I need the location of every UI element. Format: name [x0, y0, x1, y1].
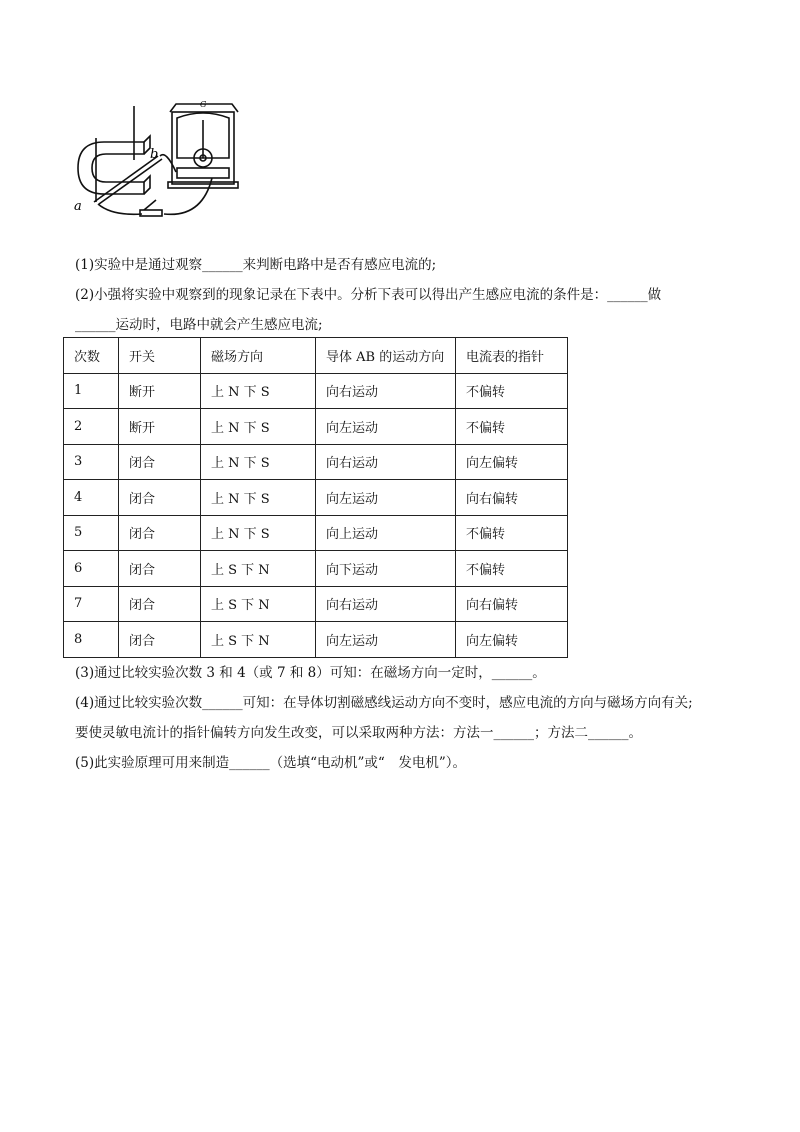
- table-cell: 向左偏转: [456, 444, 568, 480]
- table-cell: 向右运动: [316, 586, 456, 622]
- table-cell: 断开: [119, 409, 201, 445]
- table-cell: 闭合: [119, 622, 201, 658]
- experiment-apparatus-figure: [72, 98, 262, 220]
- table-cell: 向右运动: [316, 373, 456, 409]
- table-cell: 向右运动: [316, 444, 456, 480]
- figure-label-g: G: [200, 100, 207, 109]
- table-header-row: [64, 338, 568, 374]
- table-cell: 上 N 下 S: [201, 444, 316, 480]
- table-cell: 上 S 下 N: [201, 622, 316, 658]
- table-cell: 1: [64, 373, 119, 409]
- table-row: [64, 480, 568, 516]
- table-cell: 向上运动: [316, 515, 456, 551]
- table-cell: 断开: [119, 373, 201, 409]
- table-cell: 向左运动: [316, 622, 456, 658]
- table-cell: 闭合: [119, 586, 201, 622]
- figure-label-a: a: [74, 199, 82, 214]
- table-cell: 向左运动: [316, 409, 456, 445]
- table-row: [64, 586, 568, 622]
- table-cell: 不偏转: [456, 409, 568, 445]
- experiment-results-table: [63, 337, 568, 658]
- table-cell: 向右偏转: [456, 586, 568, 622]
- table-cell: 不偏转: [456, 551, 568, 587]
- table-cell: 向右偏转: [456, 480, 568, 516]
- table-cell: 闭合: [119, 480, 201, 516]
- question-3: (3)通过比较实验次数 3 和 4（或 7 和 8）可知：在磁场方向一定时，______。: [75, 665, 546, 681]
- table-cell: 不偏转: [456, 515, 568, 551]
- table-cell: 不偏转: [456, 373, 568, 409]
- table-cell: 上 S 下 N: [201, 586, 316, 622]
- table-cell: 闭合: [119, 551, 201, 587]
- table-cell: 向左运动: [316, 480, 456, 516]
- table-cell: 4: [64, 480, 119, 516]
- figure-label-b: b: [150, 147, 159, 162]
- table-row: [64, 551, 568, 587]
- table-cell: 向左偏转: [456, 622, 568, 658]
- table-cell: 闭合: [119, 444, 201, 480]
- question-4-line-2: 要使灵敏电流计的指针偏转方向发生改变，可以采取两种方法：方法一______；方法二______。: [75, 725, 642, 741]
- header-cell: 磁场方向: [201, 338, 316, 374]
- header-cell: 电流表的指针: [456, 338, 568, 374]
- table-cell: 向下运动: [316, 551, 456, 587]
- table-cell: 上 S 下 N: [201, 551, 316, 587]
- table-row: [64, 373, 568, 409]
- question-4-line-1: (4)通过比较实验次数______可知：在导体切割磁感线运动方向不变时，感应电流的方向与磁场方向有关;: [75, 695, 693, 711]
- table-cell: 7: [64, 586, 119, 622]
- table-row: [64, 444, 568, 480]
- table-cell: 8: [64, 622, 119, 658]
- table-row: [64, 409, 568, 445]
- question-5: (5)此实验原理可用来制造______（选填“电动机”或“ 发电机”）。: [75, 755, 466, 771]
- table-cell: 上 N 下 S: [201, 480, 316, 516]
- table-cell: 2: [64, 409, 119, 445]
- table-cell: 上 N 下 S: [201, 373, 316, 409]
- header-cell: 开关: [119, 338, 201, 374]
- table-cell: 上 N 下 S: [201, 409, 316, 445]
- header-cell: 导体 AB 的运动方向: [316, 338, 456, 374]
- table-cell: 闭合: [119, 515, 201, 551]
- table-cell: 6: [64, 551, 119, 587]
- table-cell: 上 N 下 S: [201, 515, 316, 551]
- table-cell: 3: [64, 444, 119, 480]
- question-2-line-1: (2)小强将实验中观察到的现象记录在下表中。分析下表可以得出产生感应电流的条件是：______做: [75, 287, 662, 303]
- header-cell: 次数: [64, 338, 119, 374]
- question-2-line-2: ______运动时，电路中就会产生感应电流;: [75, 317, 323, 333]
- question-1: (1)实验中是通过观察______来判断电路中是否有感应电流的;: [75, 257, 437, 273]
- table-row: [64, 515, 568, 551]
- table-row: [64, 622, 568, 658]
- table-cell: 5: [64, 515, 119, 551]
